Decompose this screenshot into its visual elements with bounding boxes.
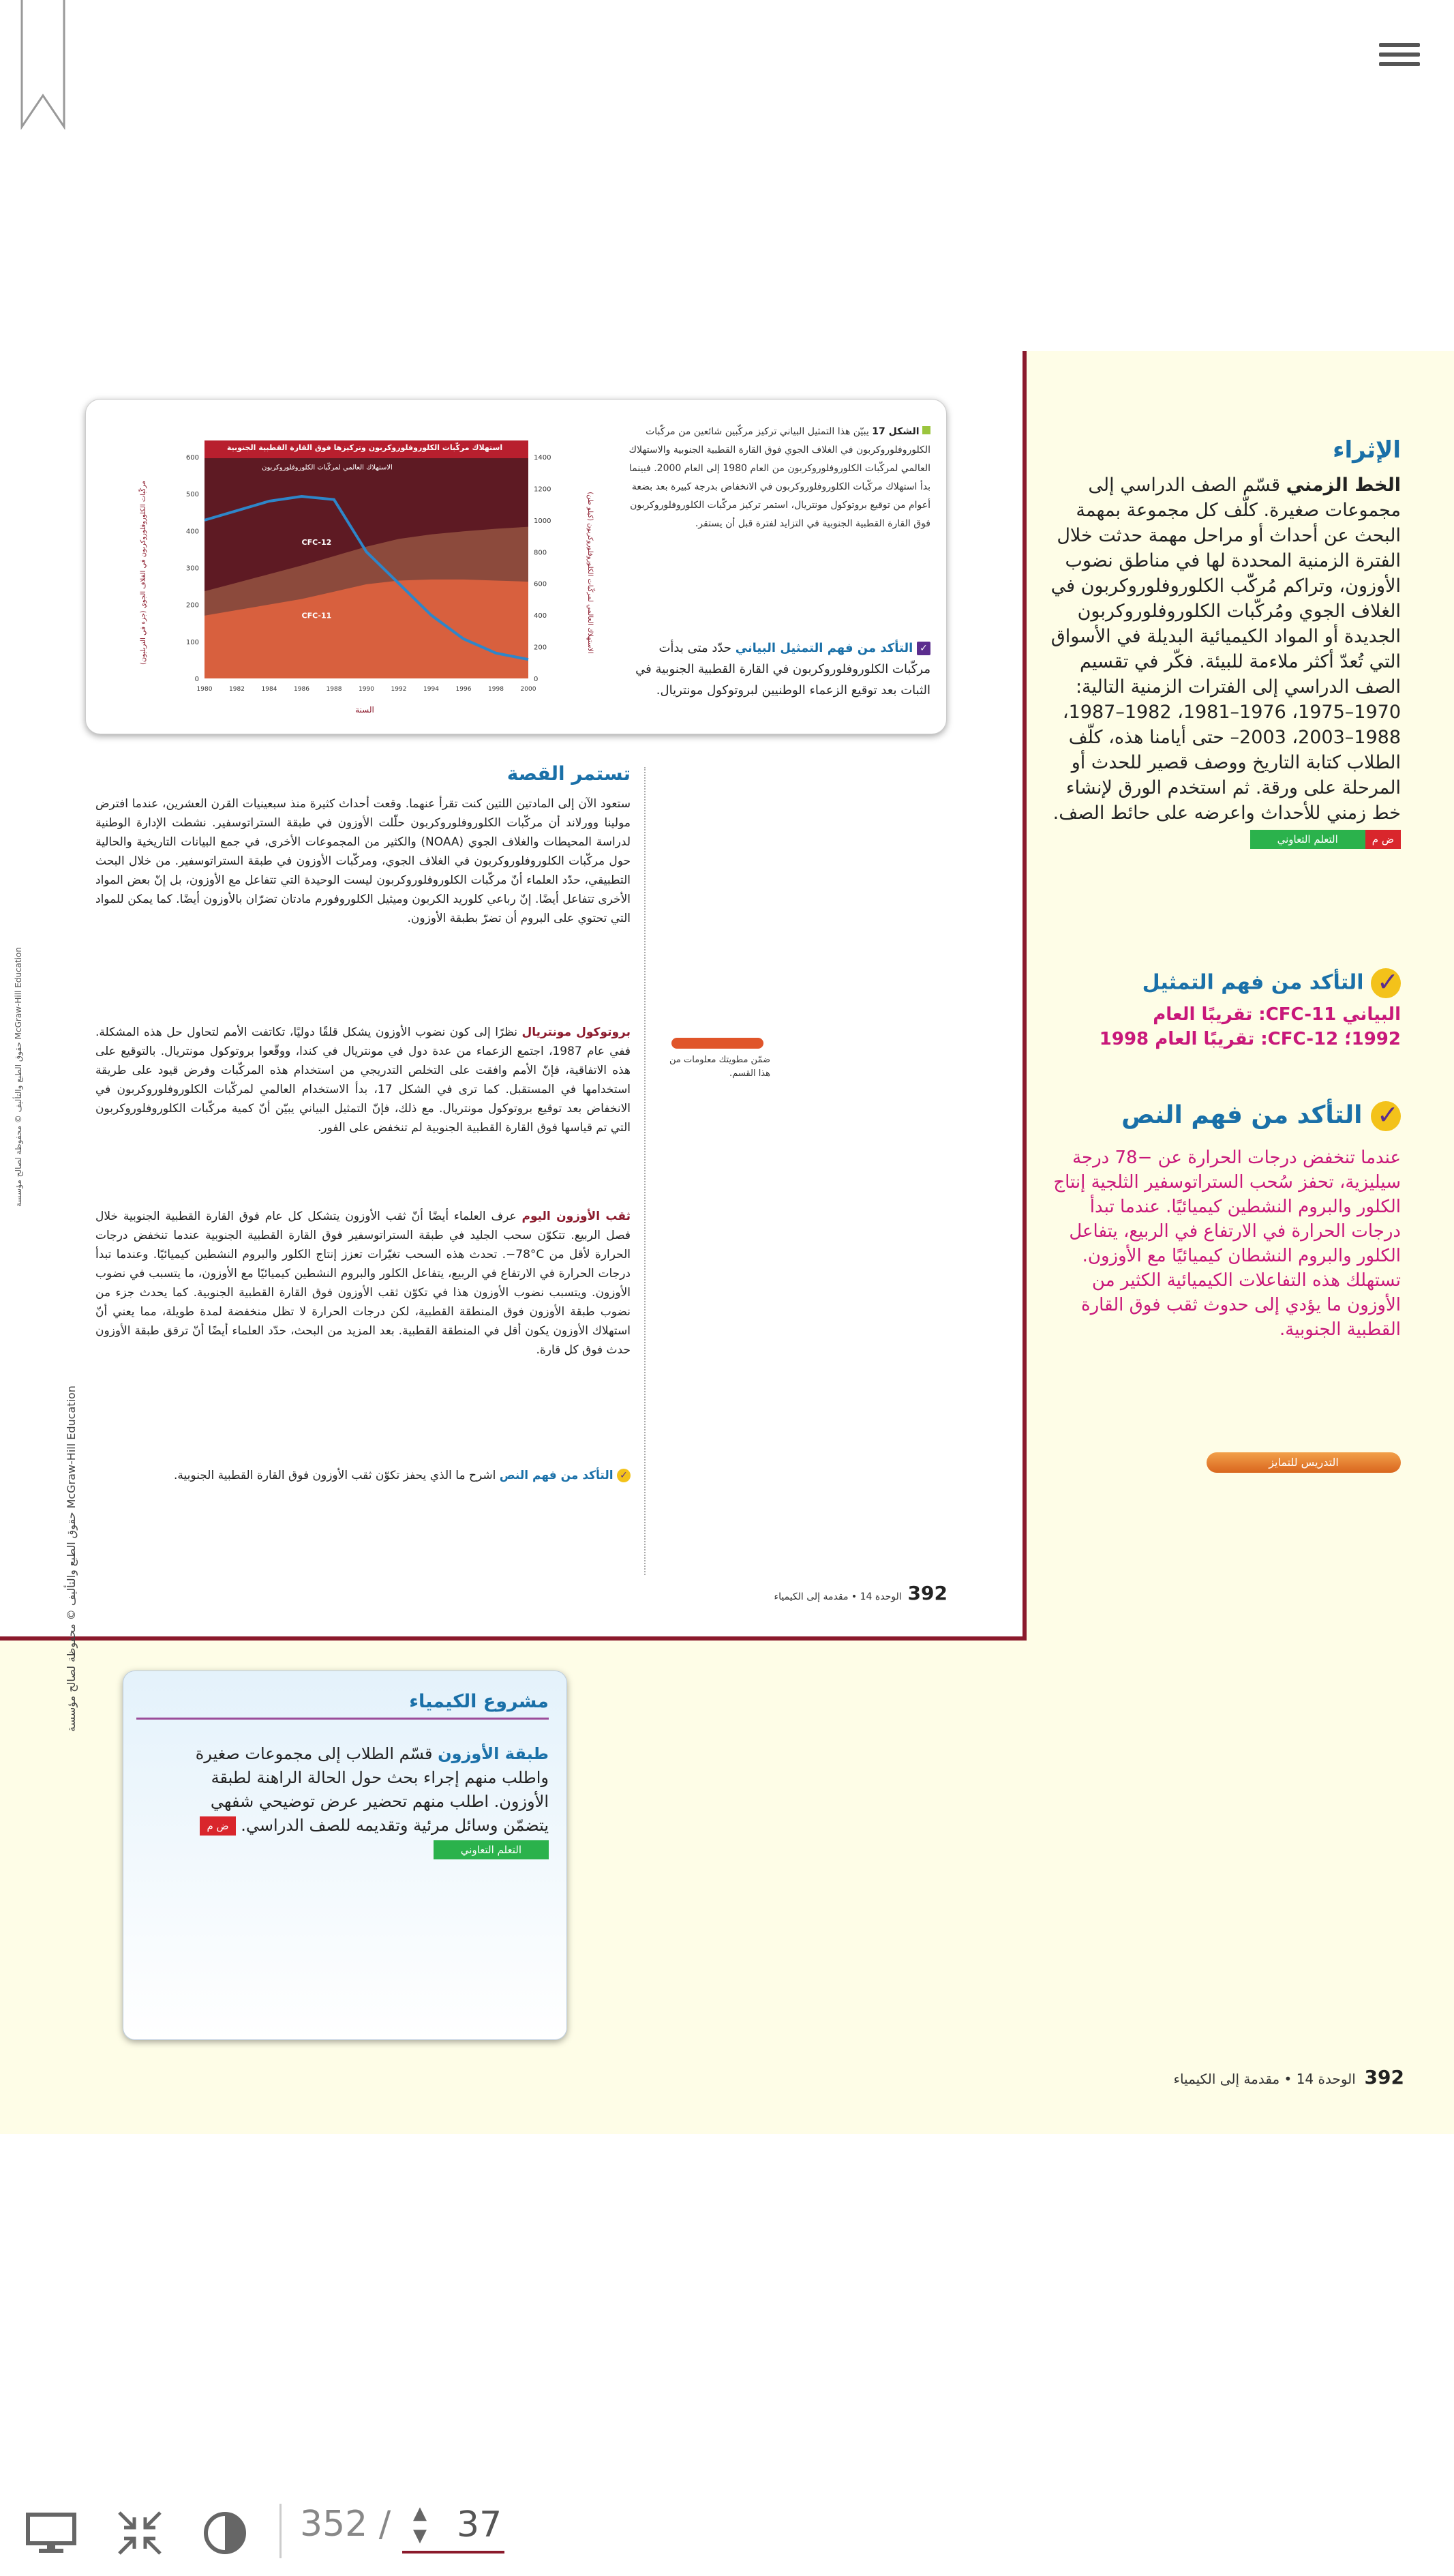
check-icon: ✓ [917,642,930,655]
graph-check-answer-title: ✓ التأكد من فهم التمثيل [1043,968,1401,998]
copyright-inner: حقوق الطبع والتأليف © محفوظة لصالح مؤسسة McGraw-Hill Education [14,947,23,1207]
figure-caption-label: الشكل 17 [872,426,920,437]
foldables-note: ضمّن مطويتك معلومات من هذا القسم. [669,1055,770,1079]
y-right-tick-label: 800 [534,549,547,557]
text-check-answer: عندما تنخفض درجات الحرارة عن −78 درجة سيليزية، تحفز سُحب الستراتوسفير الثلجية إنتاج الكلور والبروم النشطين كيميائيًا. عندما تبدأ درجات الحرارة في الارتفاع في الربيع، يتفاعل الكلور والبروم النشطان كيميائيًا مع الأوزون. تستهلك هذه التفاعلات الكيميائية الكثير من الأوزون ما يؤدي إلى حدوث ثقب فوق القارة القطبية الجنوبية. [1053,1148,1401,1340]
menu-icon[interactable] [1379,38,1420,72]
series-label-cfc-11: CFC-11 [301,611,332,620]
figure-caption-text: يبيّن هذا التمثيل البياني تركيز مركّبين شائعين من مركّبات الكلوروفلوروكربون في الغلاف الجوي فوق القارة القطبية الجنوبية والاستهلاك العالمي لمركّبات الكلوروفلوروكربون من العام 1980 إلى العام 2000. فبينما بدأ استهلاك مركّبات الكلوروفلوروكربون في الانخفاض بدرجة كبيرة بعد بضعة أعوام من توقيع بروتوكول مونتريال، استمر تركيز مركّبات الكلوروفلوروكربون فوق القارة القطبية الجنوبية في التزايد لفترة قبل أن يستقر. [628,426,930,529]
check-icon [1371,968,1401,998]
x-tick-label: 1984 [261,686,277,693]
check-icon [1371,1101,1401,1131]
x-tick-label: 1986 [294,686,309,693]
y-right-tick-label: 1200 [534,485,551,494]
check-icon: ✓ [617,1469,631,1482]
project-title: مشروع الكيمياء [136,1691,549,1720]
y-right-tick-label: 1000 [534,517,551,525]
project-body: طبقة الأوزون قسّم الطلاب إلى مجموعات صغيرة واطلب منهم إجراء بحث حول الحالة الراهنة لطبقة الأوزون. اطلب منهم تحضير عرض توضيحي شفهي يتضمّن وسائل مرئية وتقديمه للصف الدراسي. ض مالتعلم التعاوني [164,1742,549,1861]
y-left-tick-label: 100 [185,638,199,646]
y-left-tick-label: 300 [185,565,199,573]
text-check-answer-title: ✓ التأكد من فهم النص [1043,1101,1401,1131]
figure-caption [617,423,930,533]
x-tick-label: 1982 [229,686,245,693]
x-tick-label: 1992 [391,686,407,693]
chart-ylabel-right: الاستهلاك العالمي لمركّبات الكلوروفلوروكربون (كيلو طن) [586,492,594,654]
story-paragraph-2: بروتوكول مونتريال نظرًا إلى كون نضوب الأوزون يشكل قلقًا دوليًا، تكاتفت الأمم لتحاول حل هذه المشكلة. ففي عام 1987، اجتمع الزعماء من عدة دول في مونتريال في كندا، ووقّعوا بروتوكول مونتريال. بالتوقيع على هذه الاتفاقية، فإنّ الأمم وافقت على التخلص التدريجي من استخدام هذه المركّبات وفرض قيود على طريقة استخدامها في المستقبل. كما ترى في الشكل 17، بدأ الاستخدام العالمي لمركّبات الكلوروفلوروكربون في الانخفاض بعد توقيع بروتوكول مونتريال. مع ذلك، فإنّ التمثيل البياني يبيّن أنّ كمية مركّبات الكلوروفلوروكربون التي تم قياسها فوق القارة القطبية الجنوبية لم تنخفض على الفور. [95,1025,631,1135]
page-total: 352 / [300,2504,391,2545]
story-p2-heading: بروتوكول مونتريال [521,1025,631,1039]
bookmark-icon[interactable] [19,0,67,130]
chart-ylabel-left: مركّبات الكلوروفلوروكربون في الغلاف الجوي (جزء في التريليون) [140,480,147,665]
page-number-inner: 392 [907,1582,948,1604]
y-right-tick-label: 400 [534,612,547,620]
y-left-tick-label: 600 [185,454,199,462]
contrast-icon[interactable] [198,2509,252,2557]
unit-title-outer: الوحدة 14 • مقدمة إلى الكيمياء [1173,2071,1356,2087]
page-stepper-icon[interactable]: ▲ ▼ [413,2503,427,2546]
page-footer-inner [682,1582,948,1604]
enrichment-lead: الخط الزمني [1286,475,1401,496]
enrichment-title: الإثراء [1333,436,1401,464]
copyright-outer: حقوق الطبع والتأليف © محفوظة لصالح مؤسسة McGraw-Hill Education [65,1386,78,1732]
badge-ell: ض م [1365,830,1401,849]
y-right-tick-label: 0 [534,676,539,683]
page-number-outer: 392 [1364,2066,1404,2088]
x-tick-label: 1980 [196,686,213,693]
y-right-tick-label: 200 [534,644,547,652]
page-footer-outer [954,2066,1404,2088]
cfc-chart [133,436,596,723]
project-lead: طبقة الأوزون [438,1744,549,1763]
y-right-tick-label: 600 [534,580,547,588]
graph-check-question [617,638,930,701]
story-paragraph-3: ثقب الأوزون اليوم عرف العلماء أيضًا أنّ ثقب الأوزون يتشكل كل عام فوق القارة القطبية الجنوبية خلال فصل الربيع. تتكوّن سحب الجليد في طبقة الستراتوسفير فوق القارة القطبية الجنوبية عندما تنخفض درجات الحرارة لأقل من ‎−78°C‎. تحدث هذه السحب تغيّرات تعزز إنتاج الكلور والبروم النشطين كيميائيًا. وعندما تبدأ درجات الحرارة في الارتفاع في الربيع، يتفاعل الكلور والبروم النشطين كيميائيًا مع الأوزون، ما يتسبب في نضوب الأوزون. ويتسبب نضوب الأوزون هذا في تكوّن ثقب الأوزون فوق القارة القطبية الجنوبية. كما يحدث جزء من نضوب طبقة الأوزون فوق المنطقة القطبية، لكن درجات الحرارة لا تظل منخفضة لمدة طويلة، مما يعني أنّ استهلاك الأوزون يكون أقل في المنطقة القطبية. بعد المزيد من البحث، حدّد العلماء أيضًا أنّ ترقق طبقة الأوزون حدث فوق كل قارة. [95,1210,631,1357]
series-label-consumption: الاستهلاك العالمي لمركّبات الكلوروفلوروكربون [262,464,393,472]
collapse-icon[interactable] [112,2509,167,2557]
x-tick-label: 1998 [488,686,504,693]
graph-check-label: التأكد من فهم التمثيل البياني [735,641,913,655]
y-left-tick-label: 400 [185,528,199,536]
y-right-tick-label: 1400 [534,454,551,462]
x-tick-label: 1994 [423,686,439,693]
chart-title: استهلاك مركّبات الكلوروفلوروكربون وتركيزها فوق القارة القطبية الجنوبية [226,443,503,452]
text-check-label: التأكد من فهم النص [499,1469,614,1482]
badge-ell: ض م [200,1816,235,1836]
monitor-icon[interactable] [24,2509,78,2557]
y-left-tick-label: 200 [185,601,199,610]
badge-cooperative: التعلم التعاوني [1250,830,1365,849]
foldables-tag [671,1038,763,1049]
unit-title-inner: الوحدة 14 • مقدمة إلى الكيمياء [774,1591,902,1602]
text-check-question: ✓ التأكد من فهم النص اشرح ما الذي يحفز تكوّن ثقب الأوزون فوق القارة القطبية الجنوبية. [95,1466,631,1485]
differentiation-button[interactable]: التدريس للتمايز [1207,1452,1401,1473]
story-paragraph-1: ستعود الآن إلى المادتين اللتين كنت تقرأ عنهما. وقعت أحداث كثيرة منذ سبعينيات القرن العشرين، عندما افترض مولينا وورلاند أن مركّبات الكلوروفلوروكربون حلّلت الأوزون في طبقة الستراتوسفير. نشطت الإدارة الوطنية لدراسة المحيطات والغلاف الجوي (NOAA) والكثير من المجموعات الأخرى، في جمع البيانات التاريخية والحالية حول مركّبات الكلوروفلوروكربون في الغلاف الجوي، ومركّبات الأوزون في طبقة الستراتوسفير. من خلال البحث التطبيقي، حدّد العلماء أنّ مركّبات الكلوروفلوروكربون ليست الوحيدة التي تتفاعل مع الأوزون، بل إنّ بعض المواد الأخرى تتفاعل أيضًا. إنّ رباعي كلوريد الكربون وميثيل الكلوروفورم مادتان تضرّان بالأوزون أيضًا. كما يمكن للمواد التي تحتوي على البروم أن تضرّ بطبقة الأوزون. [95,797,631,925]
x-tick-label: 1996 [455,686,472,693]
x-tick-label: 1988 [326,686,342,693]
enrichment-body: الخط الزمني قسّم الصف الدراسي إلى مجموعات صغيرة. كلّف كل مجموعة بمهمة البحث عن أحداث أو مراحل مهمة حدثت خلال الفترة الزمنية المحددة لها في مناطق نضوب الأوزون، وتراكم مُركّب الكلوروفلوروكربون في الغلاف الجوي ومُركّبات الكلوروفلوروكربون الجديدة أو المواد الكيميائية البديلة في الأسواق التي تُعدّ أكثر ملاءمة للبيئة. فكّر في تقسيم الصف الدراسي إلى الفترات الزمنية التالية: 1970–1975، 1976–1981، 1982–1987، 1988–2003، 2003– حتى أيامنا هذه، كلّف الطلاب كتابة التاريخ ووصف قصير للحدث أو المرحلة على ورقة. ثم استخدم الورق لإنشاء خط زمني للأحداث واعرضه على حائط الصف. ض مالتعلم التعاوني [1043,473,1401,851]
x-tick-label: 2000 [520,686,536,693]
y-left-tick-label: 0 [194,676,199,683]
y-left-tick-label: 500 [185,491,199,499]
series-label-cfc-12: CFC-12 [301,538,332,548]
story-title: تستمر القصة [506,762,631,785]
column-divider [644,767,646,1575]
story-p3-heading: ثقب الأوزون اليوم [521,1210,631,1223]
badge-cooperative: التعلم التعاوني [434,1840,549,1859]
chart-xlabel: السنة [355,705,374,715]
graph-check-answer: البياني CFC-11: تقريبًا العام 1992؛ CFC-12: تقريبًا العام 1998 [1099,1004,1401,1049]
x-tick-label: 1990 [359,686,374,693]
toolbar-separator [279,2504,282,2558]
graph-check-text: حدّد متى بدأت مركّبات الكلوروفلوروكربون في القارة القطبية الجنوبية في الثبات بعد توقيع الزعماء الوطنيين لبروتوكول مونتريال. [635,641,930,698]
